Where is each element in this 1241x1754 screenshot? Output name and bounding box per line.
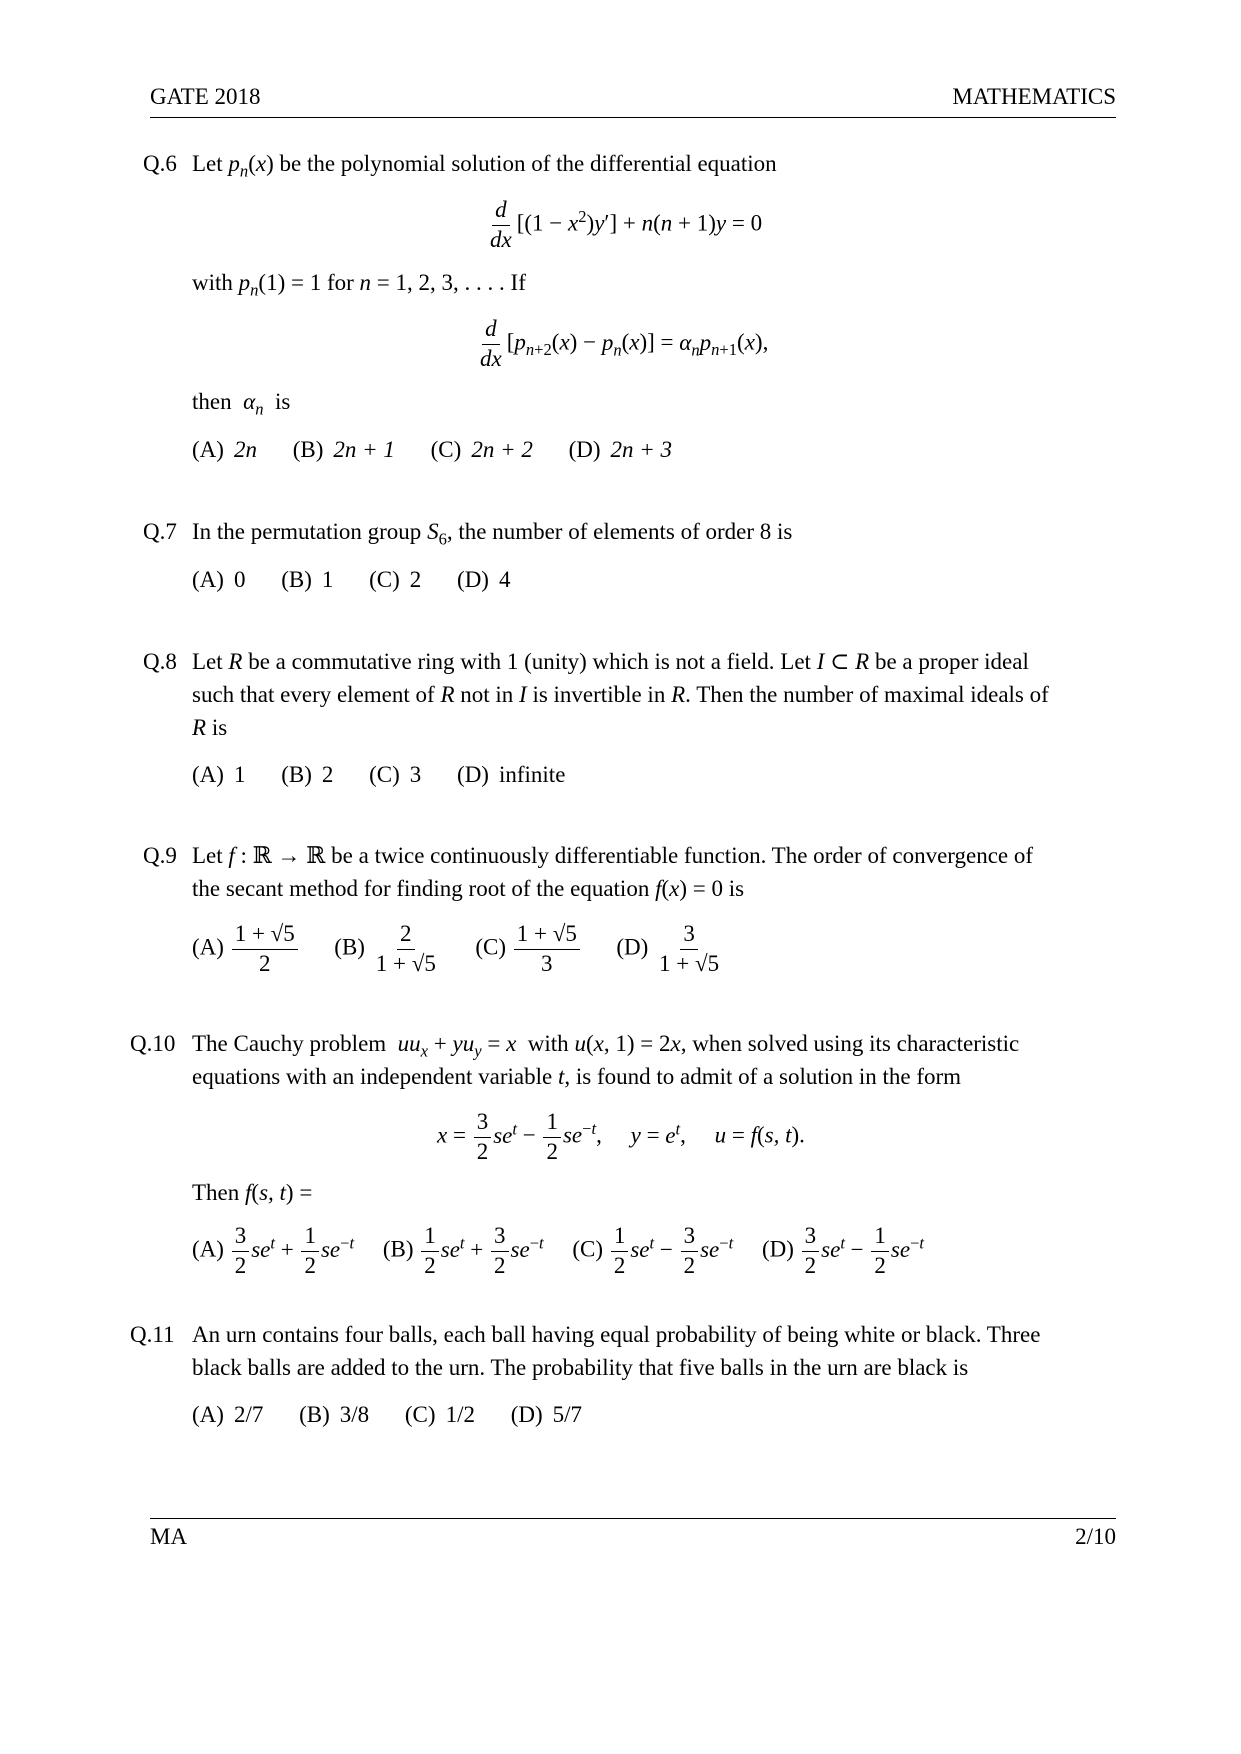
- footer-rule: [150, 1518, 1116, 1519]
- q6-option-d-label: (D): [568, 437, 601, 462]
- q8-number: Q.8: [143, 649, 177, 674]
- q11-option-a: 2/7: [233, 1402, 264, 1427]
- q9-option-b: $\frac{2}{1 + √5}$: [375, 921, 436, 976]
- q8-line2: such that every element of R not in I is invertible in R. Then the number of maximal ideals of: [192, 682, 1049, 707]
- page-number: 2/10: [1075, 1524, 1116, 1549]
- header-rule: [150, 117, 1116, 118]
- q11-option-b: 3/8: [339, 1402, 370, 1427]
- q11-option-a-label: (A): [192, 1402, 224, 1427]
- q8-option-d-label: (D): [457, 762, 489, 787]
- q9-option-b-label: (B): [334, 934, 365, 960]
- q6-relation: $\frac{d}{dx}$ $[p_{n+2}(x) - p_n(x)] = \alpha_np_{n+1}(x)$,: [480, 316, 769, 371]
- q7-option-c-label: (C): [369, 567, 400, 592]
- q10-option-d-label: (D): [761, 1236, 794, 1262]
- q10-option-c: $\frac{1}{2}$ $se^t$ − $\frac{3}{2}$ $se^{-t}$: [609, 1237, 733, 1262]
- q8-options: [192, 762, 595, 788]
- q7-text: In the permutation group $S_6$, the number of elements of order 8 is: [192, 519, 793, 549]
- q8-line3: R is: [192, 715, 228, 740]
- q7-option-b-label: (B): [281, 567, 312, 592]
- q8-option-c: 3: [409, 762, 422, 787]
- q7-option-c: 2: [409, 567, 422, 592]
- q8-option-b: 2: [321, 762, 334, 787]
- q8-option-b-label: (B): [281, 762, 312, 787]
- q6-option-a-label: (A): [192, 437, 224, 462]
- q6-option-b-label: (B): [292, 437, 324, 462]
- q11-option-d-label: (D): [510, 1402, 543, 1427]
- q6-option-b: 2n + 1: [333, 437, 395, 462]
- q10-solution: x = $\frac{3}{2}$ $se^t$ − $\frac{1}{2}$ $se^{-t}$, $y = e^t$, u = f(s, t).: [437, 1109, 805, 1164]
- q9-option-c: $\frac{1 + √5}{3}$: [514, 920, 580, 979]
- q8-option-d: infinite: [498, 762, 566, 787]
- q6-options: [192, 437, 702, 463]
- q9-line2: the secant method for finding root of the equation f(x) = 0 is: [192, 876, 745, 901]
- q9-option-c-label: (C): [475, 934, 506, 960]
- q6-option-a: 2n: [233, 437, 257, 462]
- q8-option-a: 1: [233, 762, 246, 787]
- q6-number: Q.6: [143, 151, 177, 176]
- q11-line1: An urn contains four balls, each ball having equal probability of being white or black. Three: [192, 1322, 1041, 1347]
- q6-option-c-label: (C): [430, 437, 462, 462]
- q6-equation: $\frac{d}{dx}$ $[(1 - x^2)y'] + n(n + 1)y = 0$: [490, 197, 763, 252]
- footer-left: MA: [150, 1524, 188, 1549]
- q10-option-c-label: (C): [572, 1236, 604, 1262]
- header-left: GATE 2018: [150, 84, 261, 109]
- q10-then: Then f(s, t) =: [192, 1180, 313, 1205]
- q9-line1: Let f : ℝ → ℝ be a twice continuously differentiable function. The order of convergence of: [192, 843, 1034, 868]
- q9-number: Q.9: [143, 843, 177, 868]
- q11-line2: black balls are added to the urn. The probability that five balls in the urn are black is: [192, 1355, 969, 1380]
- q10-option-b-label: (B): [382, 1236, 414, 1262]
- q7-option-b: 1: [321, 567, 334, 592]
- q6-then: then $\alpha_n$ is: [192, 389, 291, 419]
- q11-option-c-label: (C): [404, 1402, 436, 1427]
- q7-option-d-label: (D): [457, 567, 489, 592]
- q7-option-a-label: (A): [192, 567, 224, 592]
- q6-option-d: 2n + 3: [610, 437, 673, 462]
- q11-options: [192, 1402, 612, 1428]
- q9-option-d: $\frac{3}{1 + √5}$: [659, 921, 720, 976]
- q7-number: Q.7: [143, 519, 177, 544]
- q10-option-b: $\frac{1}{2}$ $se^t$ + $\frac{3}{2}$ $se^{-t}$: [419, 1237, 543, 1262]
- q7-option-d: 4: [498, 567, 511, 592]
- q9-options: [192, 920, 724, 979]
- q10-options: [192, 1222, 924, 1281]
- q10-number: Q.10: [130, 1031, 176, 1056]
- q6-option-c: 2n + 2: [471, 437, 533, 462]
- q10-option-d: $\frac{3}{2}$ $se^t$ − $\frac{1}{2}$ $se^{-t}$: [800, 1237, 924, 1262]
- q11-number: Q.11: [130, 1322, 175, 1347]
- q8-option-c-label: (C): [369, 762, 400, 787]
- q8-option-a-label: (A): [192, 762, 224, 787]
- q10-option-a-label: (A): [192, 1236, 224, 1262]
- q11-option-c: 1/2: [445, 1402, 475, 1427]
- q11-option-d: 5/7: [552, 1402, 583, 1427]
- q7-options: [192, 567, 540, 593]
- q9-option-a: $\frac{1 + √5}{2}$: [232, 920, 298, 979]
- q7-option-a: 0: [233, 567, 246, 592]
- q10-option-a: $\frac{3}{2}$ $se^t$ + $\frac{1}{2}$ $se^{-t}$: [230, 1237, 354, 1262]
- q8-line1: Let R be a commutative ring with 1 (unity) which is not a field. Let I ⊂ R be a proper ideal: [192, 649, 1029, 674]
- q6-condition: with $p_n(1) = 1$ for n = 1, 2, 3, . . . . If: [192, 270, 526, 300]
- q10-line1: The Cauchy problem $uu_x + yu_y = x$ with u(x, 1) = 2x, when solved using its characteristic: [192, 1031, 1020, 1061]
- q11-option-b-label: (B): [299, 1402, 330, 1427]
- q9-option-a-label: (A): [192, 934, 224, 960]
- header-right: MATHEMATICS: [952, 84, 1116, 109]
- q6-intro: Let $p_n(x)$ be the polynomial solution of the differential equation: [192, 151, 777, 181]
- q9-option-d-label: (D): [616, 934, 649, 960]
- q10-line2: equations with an independent variable t, is found to admit of a solution in the form: [192, 1064, 962, 1089]
